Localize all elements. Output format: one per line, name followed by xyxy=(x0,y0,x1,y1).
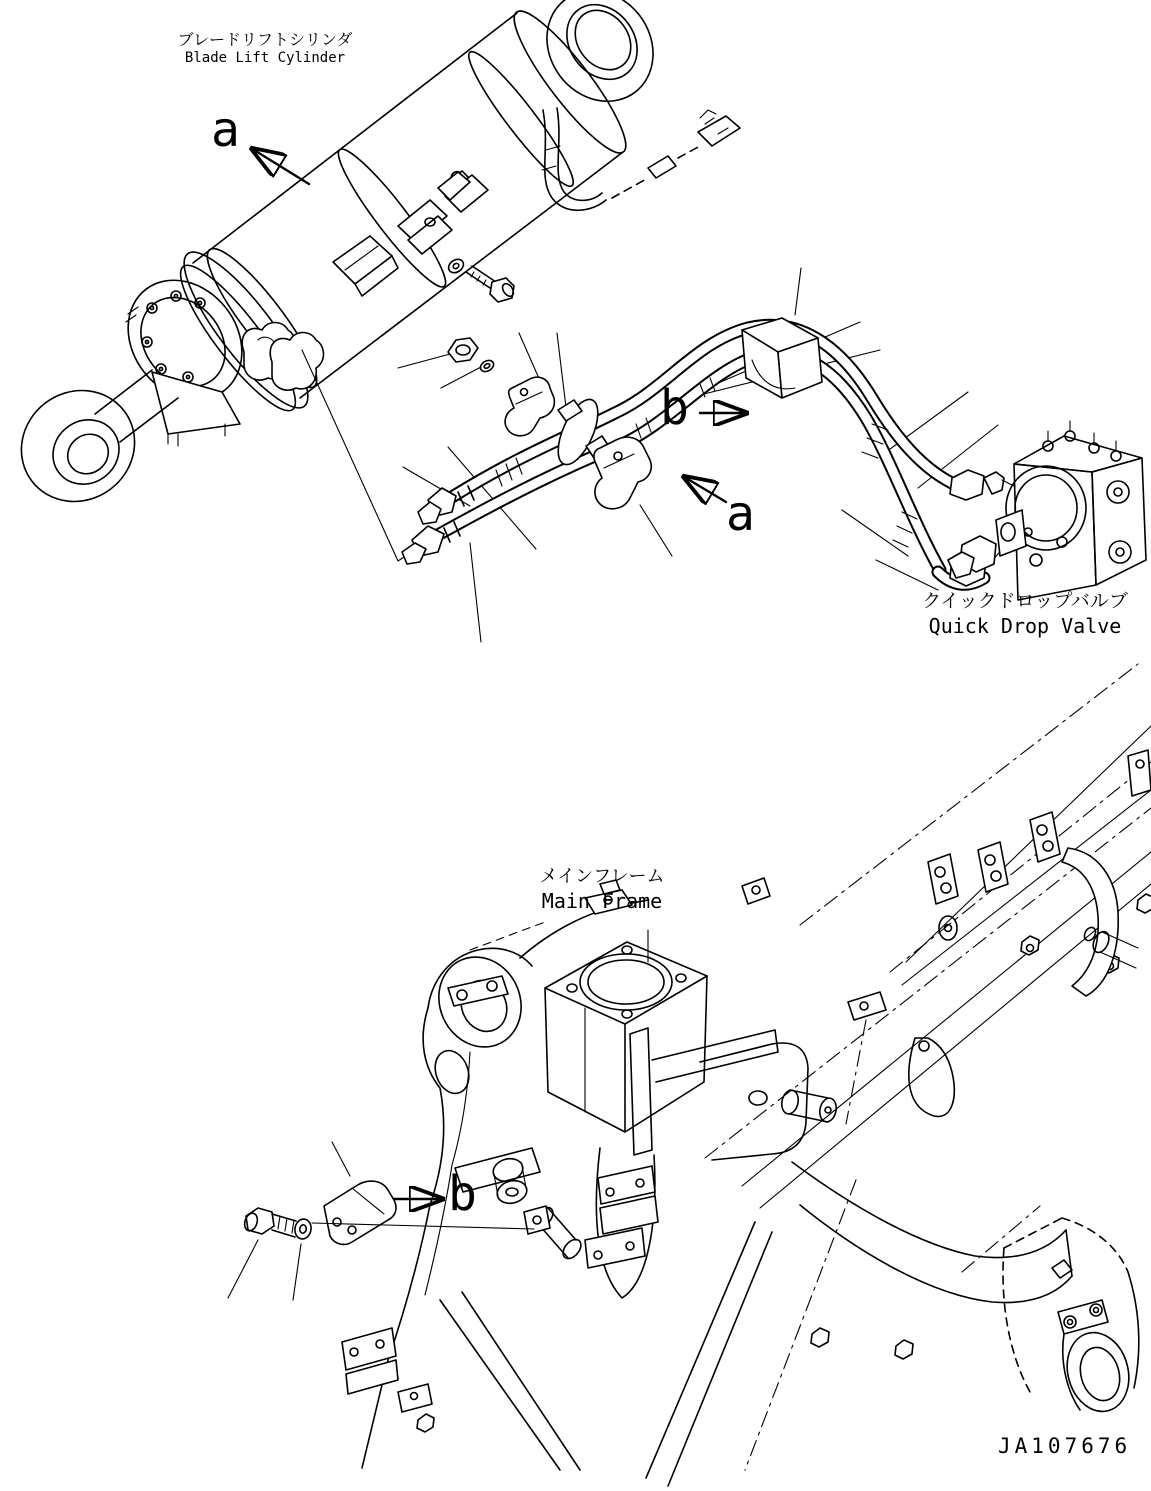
view-marker-b-lower: b xyxy=(448,1166,477,1222)
view-marker-b-upper: b xyxy=(660,380,689,436)
arrow-a-mid xyxy=(686,478,726,502)
label-quick-drop-valve-jp: クイックドロップバルブ xyxy=(922,590,1128,612)
view-arrows xyxy=(254,150,744,1199)
label-quick-drop-valve-en: Quick Drop Valve xyxy=(928,613,1122,638)
label-main-frame-jp: メインフレーム xyxy=(539,866,665,887)
label-blade-lift-cylinder xyxy=(100,30,430,68)
drawing-number: JA107676 xyxy=(998,1434,1132,1458)
label-blade-lift-cylinder-jp: ブレードリフトシリンダ xyxy=(177,30,353,49)
view-marker-a-upper: a xyxy=(211,102,240,158)
view-marker-a-mid: a xyxy=(726,486,755,542)
label-quick-drop-valve xyxy=(900,590,1150,639)
hose-assembly-drawing xyxy=(302,268,1004,642)
label-main-frame xyxy=(492,866,712,914)
label-blade-lift-cylinder-en: Blade Lift Cylinder xyxy=(184,50,346,66)
label-main-frame-en: Main Frame xyxy=(541,888,663,913)
main-frame-drawing xyxy=(342,664,1151,1486)
arrow-a-upper xyxy=(254,150,309,184)
